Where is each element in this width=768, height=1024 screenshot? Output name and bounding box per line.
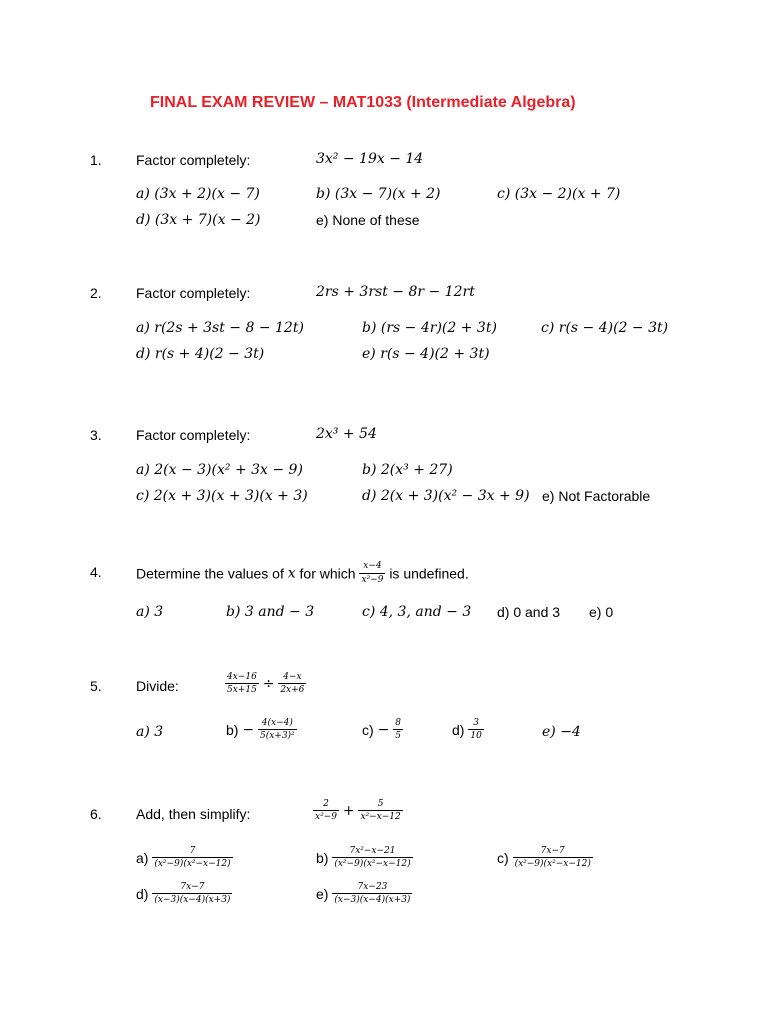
fraction-numerator: 7x−7 — [540, 846, 565, 856]
fraction-denominator: (x²−9)(x²−x−12) — [154, 859, 231, 870]
fraction-numerator: 8 — [395, 718, 401, 728]
choice-e: e) 0 — [589, 604, 614, 620]
fraction — [278, 672, 306, 696]
fraction-denominator: 2x+6 — [280, 685, 305, 696]
fraction-denominator: (x−3)(x−4)(x+3) — [154, 895, 231, 906]
fraction-denominator: (x−3)(x−4)(x+3) — [334, 895, 411, 906]
fraction-denominator: x²−9 — [315, 812, 337, 823]
question-prompt: Add, then simplify: — [136, 806, 251, 822]
choice-label: b) — [316, 849, 329, 866]
fraction — [513, 846, 593, 870]
choice-label: b) — [226, 721, 239, 738]
fraction-numerator: 7 — [189, 846, 196, 856]
fraction-numerator: 4x−16 — [227, 672, 257, 682]
fraction — [152, 846, 232, 870]
fraction-denominator: x²−9 — [361, 574, 384, 585]
choice-a: a) 3 — [136, 724, 164, 740]
fraction — [468, 718, 483, 742]
choice-c — [362, 718, 403, 742]
fraction-numerator: 3 — [473, 718, 479, 728]
minus-sign: − — [377, 721, 390, 738]
question-prompt: Factor completely: — [136, 152, 251, 168]
choice-e — [316, 882, 412, 906]
question-number: 6. — [90, 806, 102, 822]
fraction-denominator: 10 — [470, 731, 482, 742]
choice-b: b) (3x − 7)(x + 2) — [316, 186, 441, 202]
question-prompt: Divide: — [136, 678, 179, 694]
question-expression: 2rs + 3rst − 8r − 12rt — [316, 284, 475, 300]
minus-sign: − — [242, 721, 255, 738]
fraction — [393, 718, 403, 742]
choice-d: d) 2(x + 3)(x² − 3x + 9) — [362, 488, 530, 504]
choice-b: b) 2(x³ + 27) — [362, 462, 453, 478]
choice-c: c) (3x − 2)(x + 7) — [497, 186, 621, 202]
fraction-numerator: 4−x — [283, 672, 302, 682]
choice-c: c) r(s − 4)(2 − 3t) — [541, 320, 669, 336]
question-prompt: Factor completely: — [136, 285, 251, 301]
fraction-denominator: 5(x+3)² — [259, 731, 295, 742]
choice-a: a) 2(x − 3)(x² + 3x − 9) — [136, 462, 303, 478]
fraction-numerator: 7x−23 — [357, 882, 388, 892]
prompt-text: Determine the values of — [136, 565, 284, 582]
choice-d — [136, 882, 232, 906]
fraction-numerator: x−4 — [363, 561, 382, 572]
fraction — [225, 672, 259, 696]
question-prompt: Factor completely: — [136, 427, 251, 443]
choice-a: a) r(2s + 3st − 8 − 12t) — [136, 320, 304, 336]
choice-e: e) −4 — [542, 724, 581, 740]
fraction-denominator: x²−x−12 — [360, 812, 401, 823]
fraction — [358, 799, 402, 823]
choice-label: d) — [452, 721, 465, 738]
choice-a — [136, 846, 233, 870]
question-number: 3. — [90, 427, 102, 443]
choice-a: a) (3x + 2)(x − 7) — [136, 186, 260, 202]
choice-c: c) 2(x + 3)(x + 3)(x + 3) — [136, 488, 308, 504]
fraction-numerator: 4(x−4) — [261, 718, 293, 728]
fraction-denominator: 5x+15 — [227, 685, 257, 696]
choice-c: c) 4, 3, and − 3 — [362, 604, 472, 620]
choice-b: b) 3 and − 3 — [226, 604, 315, 620]
choice-c — [497, 846, 593, 870]
question-number: 4. — [90, 564, 102, 580]
choice-d — [452, 718, 484, 742]
fraction — [359, 561, 385, 585]
choice-b — [226, 718, 297, 742]
fraction-numerator: 7x−7 — [180, 882, 205, 892]
choice-label: e) — [316, 885, 329, 902]
choice-label: c) — [362, 721, 374, 738]
question-expression — [225, 672, 306, 696]
fraction-numerator: 2 — [323, 799, 329, 809]
choice-a: a) 3 — [136, 604, 164, 620]
fraction-denominator: (x²−9)(x²−x−12) — [334, 859, 411, 870]
choice-label: c) — [497, 849, 509, 866]
question-expression: 2x³ + 54 — [316, 426, 377, 442]
question-number: 5. — [90, 678, 102, 694]
question-expression — [313, 799, 403, 823]
choice-label: d) — [136, 885, 149, 902]
question-number: 1. — [90, 152, 102, 168]
choice-b: b) (rs − 4r)(2 + 3t) — [362, 320, 497, 336]
choice-e: e) None of these — [316, 212, 420, 228]
division-operator: ÷ — [262, 675, 275, 692]
question-number: 2. — [90, 285, 102, 301]
choice-d: d) (3x + 7)(x − 2) — [136, 212, 261, 228]
fraction-denominator: (x²−9)(x²−x−12) — [514, 859, 591, 870]
choice-label: a) — [136, 849, 149, 866]
prompt-text: is undefined. — [389, 565, 469, 582]
question-expression: 3x² − 19x − 14 — [316, 151, 424, 167]
variable: x — [287, 565, 296, 582]
fraction-numerator: 5 — [377, 799, 384, 809]
page-title: FINAL EXAM REVIEW – MAT1033 (Intermediate Algebra) — [150, 94, 576, 111]
choice-e: e) Not Factorable — [542, 488, 651, 504]
fraction-denominator: 5 — [395, 731, 401, 742]
plus-operator: + — [342, 802, 355, 819]
fraction — [152, 882, 232, 906]
choice-d: d) 0 and 3 — [497, 604, 561, 620]
fraction — [313, 799, 339, 823]
fraction — [258, 718, 297, 742]
fraction-numerator: 7x²−x−21 — [349, 846, 396, 856]
fraction — [332, 846, 412, 870]
choice-e: e) r(s − 4)(2 + 3t) — [362, 346, 490, 362]
question-prompt — [136, 558, 469, 587]
choice-b — [316, 846, 413, 870]
fraction — [332, 882, 412, 906]
prompt-text: for which — [299, 565, 356, 582]
choice-d: d) r(s + 4)(2 − 3t) — [136, 346, 265, 362]
